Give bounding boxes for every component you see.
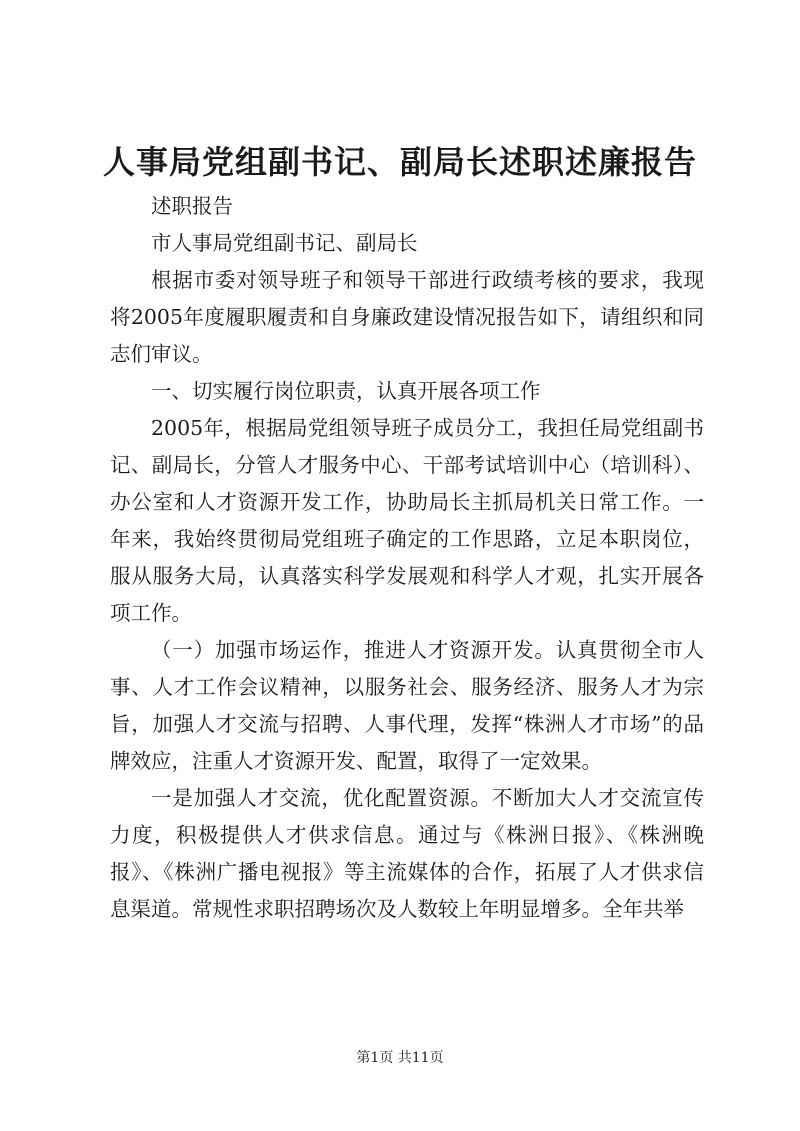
paragraph-heading-label: 述职报告 xyxy=(151,194,233,218)
section-heading-1: 一、切实履行岗位职责，认真开展各项工作 xyxy=(151,379,541,403)
document-title: 人事局党组副书记、副局长述职述廉报告 xyxy=(102,143,697,181)
page-number-footer: 第1页 共11页 xyxy=(356,1050,444,1066)
paragraph-author-position: 市人事局党组副书记、副局长 xyxy=(151,231,418,255)
document-body xyxy=(110,188,704,928)
paragraph-talent-exchange: 一是加强人才交流，优化配置资源。不断加大人才交流宣传力度，积极提供人才供求信息。通过与《株洲日报》、《株洲晚报》、《株洲广播电视报》等主流媒体的合作，拓展了人才供求信息渠道。常规性求职招聘场次及人数较上年明显增多。全年共举 xyxy=(110,786,704,921)
paragraph-intro: 根据市委对领导班子和领导干部进行政绩考核的要求，我现将2005年度履职履责和自身廉政建设情况报告如下，请组织和同志们审议。 xyxy=(110,268,704,366)
subsection-1: （一）加强市场运作，推进人才资源开发。认真贯彻全市人事、人才工作会议精神，以服务社会、服务经济、服务人才为宗旨，加强人才交流与招聘、人事代理，发挥“株洲人才市场”的品牌效应，注重人才资源开发、配置，取得了一定效果。 xyxy=(110,638,704,773)
paragraph-duties: 2005年，根据局党组领导班子成员分工，我担任局党组副书记、副局长，分管人才服务中心、干部考试培训中心（培训科）、办公室和人才资源开发工作，协助局长主抓局机关日常工作。一年来，我始终贯彻局党组班子确定的工作思路，立足本职岗位，服从服务大局，认真落实科学发展观和科学人才观，扎实开展各项工作。 xyxy=(110,416,704,625)
